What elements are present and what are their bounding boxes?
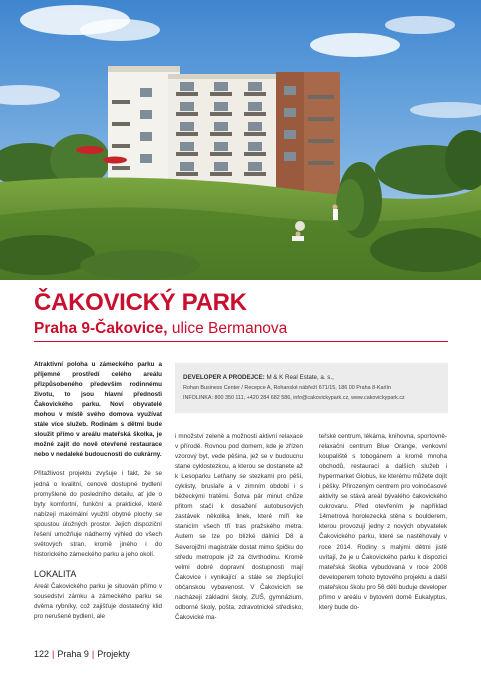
developer-address: Rohan Business Center / Recepce A, Rohanské nábřeží 671/15, 186 00 Praha 8-Karlín	[183, 385, 391, 391]
subtitle-street: ulice Bermanova	[167, 320, 288, 337]
body-paragraph: Areál Čakovického parku je situován přímo v sousedství zámku a zámeckého parku se dvěma rybníky, což zajišťuje dostatečný klid pro nerušené bydlení, ale	[34, 582, 162, 621]
developer-heading	[183, 374, 334, 381]
text-column-1	[34, 360, 162, 631]
footer-separator: |	[91, 649, 95, 659]
subtitle-location: Praha 9-Čakovice,	[34, 320, 168, 337]
page-number: 122	[34, 649, 50, 659]
developer-contact: INFOLINKA: 800 350 111, +420 284 682 586, info@cakovickypark.cz, www.cakovickypark.cz	[183, 395, 405, 401]
developer-name: M & K Real Estate, a. s.,	[264, 374, 334, 381]
body-paragraph: Přitažlivost projektu zvyšuje i fakt, že se jedná o kvalitní, cenově dostupné bydlení promyšlené do posledního detailu, ať jde o byty komfortní, funkční a praktické, které nabízejí maximální využití obytné plochy se spoustou úložných prostor. Jejich dispoziční řešení umožňuje nádherný výhled do všech světových stran, kromě jiného i do historického zámeckého parku a jeho okolí.	[34, 470, 162, 558]
residential-buildings-illustration	[0, 0, 481, 280]
developer-label: DEVELOPER A PRODEJCE:	[183, 374, 265, 381]
footer-separator: |	[52, 649, 55, 659]
text-column-3	[319, 432, 447, 622]
text-column-2	[175, 432, 303, 632]
article-title: ČAKOVICKÝ PARK	[34, 289, 247, 316]
developer-info-box	[175, 363, 448, 413]
lead-paragraph: Atraktivní poloha u zámeckého parku a příjemné prostředí celého areálu přizpůsobeného především rodinnému životu, to jsou hlavní přednosti Čakovického parku. Noví obyvatelé mohou v místě svého domova využívat stále více služeb. Rodinám s dětmi bude sloužit přímo v areálu mateřská školka, je možné zajít do nově otevřené restaurace nebo v nedaleké budoucnosti do cukrárny.	[34, 361, 162, 459]
footer-section: Praha 9	[57, 649, 89, 659]
hero-photo	[0, 0, 481, 280]
body-paragraph: i množství zeleně a možnosti aktivní relaxace v přírodě. Rovnou pod domem, kde je zřízen vzorový byt, vede pěšina, jež se v budoucnu stane cyklostezkou, a kterou se dostanete až k Lesoparku Letňany se stezkami pro pěší, cyklisty, bruslaře a v zimním období i s běžeckými tratěmi. Šotva pár minut chůze přitom stačí k dosažení autobusových zastávek několika linek, které míří ke stanicím všech tří tras pražského metra. Autem se lze po blízké dálnici D8 a Severojižní magistrále dostat mimo špičku do středu metropole již za čtvrthodinu. Kromě velmi dobré dopravní dostupnosti mají Čakovice i vynikající a stále se zlepšující občanskou vybavenost. V Čakovicích se nacházejí základní školy, ZUŠ, gymnázium, odborné školy, pošta, zdravotnické středisko, Čakovické ma-	[175, 433, 303, 621]
section-heading-lokalita: LOKALITA	[34, 568, 77, 579]
subtitle-divider	[34, 341, 448, 342]
article-subtitle	[34, 320, 287, 338]
page-footer	[34, 649, 130, 659]
body-paragraph: teřské centrum, lékárna, knihovna, sportovně-relaxační centrum Blue Orange, venkovní koupaliště s tobogánem a kromě mnoha obchodů, restaurací a dalších služeb i hypermarket Globus, ke kterému můžete dojít i pěšky. Přirozeným centrem pro volnočasové aktivity se stává areál bývalého čakovického cukrovaru. Před otevřením je například 14metrová horolezecká stěna s boulderem, kterou provozují jedny z nových obyvatelek Čakovického parku, které se nastěhovaly v roce 2014. Rodiny s malými dětmi jistě uvítají, že je u Čakovického parku k dispozici mateřská školka vybudovaná v roce 2008 developerem tohoto bytového projektu a další mateřskou školu pro 56 dětí buduje developer přímo v areálu v bytovém domě Eukalyptus, který bude do-	[319, 433, 447, 611]
footer-category: Projekty	[97, 649, 130, 659]
